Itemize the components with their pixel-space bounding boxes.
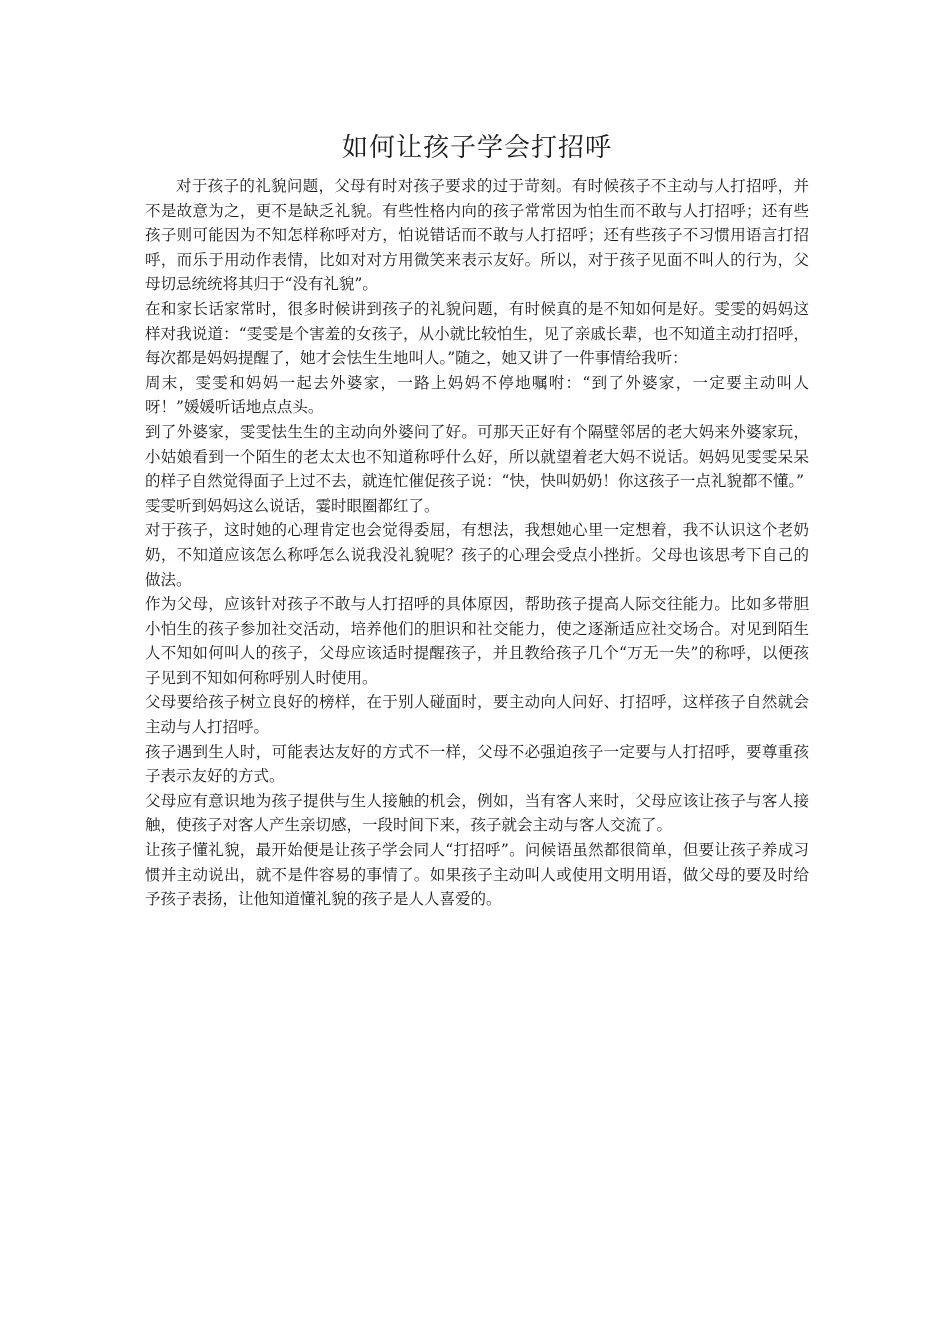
paragraph-1: 对于孩子的礼貌问题，父母有时对孩子要求的过于苛刻。有时候孩子不主动与人打招呼，并不是故意为之，更不是缺乏礼貌。有些性格内向的孩子常常因为怕生而不敢与人打招呼；还有些孩子则可能因为不知怎样称呼对方，怕说错话而不敢与人打招呼；还有些孩子不习惯用语言打招呼，而乐于用动作表情，比如对对方用微笑来表示友好。所以，对于孩子见面不叫人的行为，父母切忌统统将其归于“没有礼貌”。 [145, 177, 809, 294]
paragraph-4: 到了外婆家，雯雯怯生生的主动向外婆问了好。可那天正好有个隔壁邻居的老大妈来外婆家玩，小姑娘看到一个陌生的老太太也不知道称呼什么好，所以就望着老大妈不说话。妈妈见雯雯呆呆的样子自然觉得面子上过不去，就连忙催促孩子说：“快，快叫奶奶！你这孩子一点礼貌都不懂。” [145, 422, 809, 491]
paragraph-2: 在和家长话家常时，很多时候讲到孩子的礼貌问题，有时候真的是不知如何是好。雯雯的妈妈这样对我说道：“雯雯是个害羞的女孩子，从小就比较怕生，见了亲戚长辈，也不知道主动打招呼，每次都是妈妈提醒了，她才会怯生生地叫人。”随之，她又讲了一件事情给我听： [145, 299, 809, 368]
paragraph-9: 孩子遇到生人时，可能表达友好的方式不一样，父母不必强迫孩子一定要与人打招呼，要尊重孩子表示友好的方式。 [145, 742, 809, 786]
paragraph-10: 父母应有意识地为孩子提供与生人接触的机会，例如，当有客人来时，父母应该让孩子与客人接触，使孩子对客人产生亲切感，一段时间下来，孩子就会主动与客人交流了。 [145, 791, 809, 835]
paragraph-5: 雯雯听到妈妈这么说话，霎时眼圈都红了。 [145, 496, 440, 515]
document-page [145, 128, 809, 912]
paragraph-6: 对于孩子，这时她的心理肯定也会觉得委屈，有想法，我想她心里一定想着，我不认识这个老奶奶，不知道应该怎么称呼怎么说我没礼貌呢？孩子的心理会受点小挫折。父母也该思考下自己的做法。 [145, 521, 809, 589]
document-title: 如何让孩子学会打招呼 [341, 133, 612, 163]
paragraph-8: 父母要给孩子树立良好的榜样，在于别人碰面时，要主动向人问好、打招呼，这样孩子自然就会主动与人打招呼。 [145, 693, 809, 737]
paragraph-3: 周末，雯雯和妈妈一起去外婆家，一路上妈妈不停地嘱咐：“到了外婆家，一定要主动叫人呀！”媛媛听话地点点头。 [145, 373, 809, 417]
paragraph-7: 作为父母，应该针对孩子不敢与人打招呼的具体原因，帮助孩子提高人际交往能力。比如多带胆小怕生的孩子参加社交活动，培养他们的胆识和社交能力，使之逐渐适应社交场合。对见到陌生人不知如何叫人的孩子，父母应该适时提醒孩子，并且教给孩子几个“万无一失”的称呼，以便孩子见到不知如何称呼别人时使用。 [145, 595, 809, 687]
paragraph-11: 让孩子懂礼貌，最开始便是让孩子学会同人“打招呼”。问候语虽然都很简单，但要让孩子养成习惯并主动说出，就不是件容易的事情了。如果孩子主动叫人或使用文明用语，做父母的要及时给予孩子表扬，让他知道懂礼貌的孩子是人人喜爱的。 [145, 841, 809, 909]
